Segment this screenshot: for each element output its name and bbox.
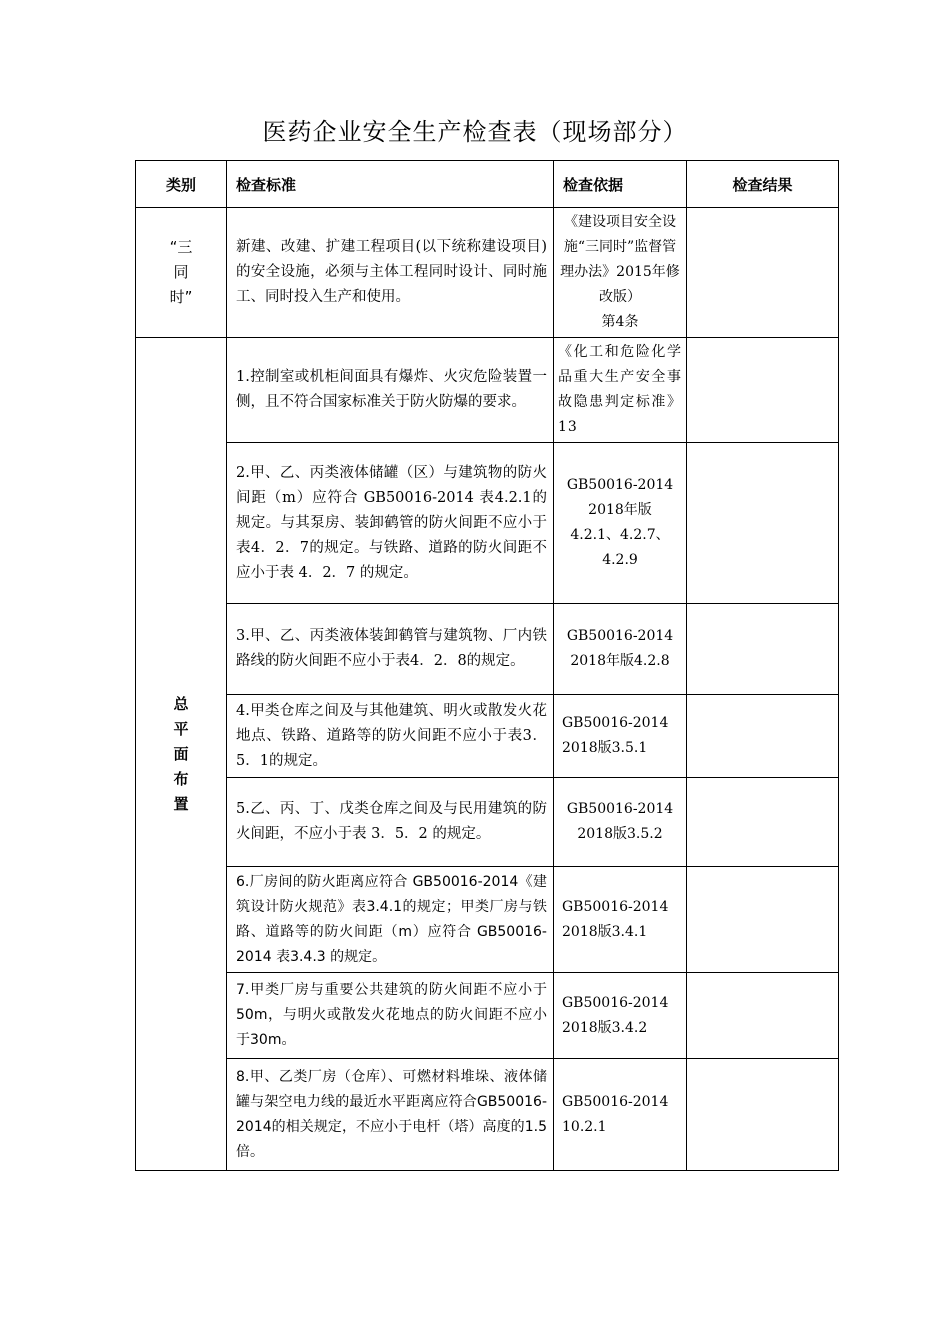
category-label: “三 同 时” — [169, 238, 193, 306]
category-cell — [136, 208, 227, 338]
table-row — [136, 604, 839, 695]
basis-cell: GB50016-2014 2018版3.4.1 — [554, 867, 687, 973]
basis-cell: 《化工和危险化学品重大生产安全事故隐患判定标准》13 — [554, 338, 687, 443]
result-cell[interactable] — [687, 604, 839, 695]
basis-cell: GB50016-2014 2018版3.5.2 — [554, 778, 687, 867]
result-cell[interactable] — [687, 443, 839, 604]
standard-cell: 5.乙、丙、丁、戊类仓库之间及与民用建筑的防火间距，不应小于表 3．5．2 的规定。 — [227, 778, 554, 867]
result-cell[interactable] — [687, 208, 839, 338]
table-header-row — [136, 161, 839, 208]
standard-cell: 7.甲类厂房与重要公共建筑的防火间距不应小于 50m，与明火或散发火花地点的防火间距不应小于30m。 — [227, 973, 554, 1059]
result-cell[interactable] — [687, 338, 839, 443]
table-row — [136, 973, 839, 1059]
standard-cell: 1.控制室或机柜间面具有爆炸、火灾危险装置一侧，且不符合国家标准关于防火防爆的要求。 — [227, 338, 554, 443]
standard-cell: 2.甲、乙、丙类液体储罐（区）与建筑物的防火间距（m）应符合 GB50016-2014 表4.2.1的规定。与其泵房、装卸鹤管的防火间距不应小于表4．2．7的规定。与铁路、道路的防火间距不应小于表 4．2．7 的规定。 — [227, 443, 554, 604]
category-cell — [136, 338, 227, 1171]
header-basis: 检查依据 — [554, 161, 687, 208]
standard-cell: 4.甲类仓库之间及与其他建筑、明火或散发火花地点、铁路、道路等的防火间距不应小于表3．5．1的规定。 — [227, 695, 554, 778]
inspection-table — [135, 160, 839, 1171]
basis-cell: GB50016-2014 2018版3.5.1 — [554, 695, 687, 778]
result-cell[interactable] — [687, 973, 839, 1059]
result-cell[interactable] — [687, 1059, 839, 1171]
basis-cell: GB50016-2014 10.2.1 — [554, 1059, 687, 1171]
standard-cell: 新建、改建、扩建工程项目(以下统称建设项目)的安全设施，必须与主体工程同时设计、同时施工、同时投入生产和使用。 — [227, 208, 554, 338]
page-title: 医药企业安全生产检查表（现场部分） — [262, 118, 688, 146]
basis-cell: GB50016-2014 2018版3.4.2 — [554, 973, 687, 1059]
basis-cell: GB50016-2014 2018年版4.2.8 — [554, 604, 687, 695]
standard-cell: 6.厂房间的防火距离应符合 GB50016-2014《建筑设计防火规范》表3.4.1的规定；甲类厂房与铁路、道路等的防火间距（m）应符合 GB50016-2014 表3.4.3 的规定。 — [227, 867, 554, 973]
result-cell[interactable] — [687, 778, 839, 867]
table-row — [136, 778, 839, 867]
standard-cell: 8.甲、乙类厂房（仓库）、可燃材料堆垛、液体储罐与架空电力线的最近水平距离应符合GB50016-2014的相关规定，不应小于电杆（塔）高度的1.5倍。 — [227, 1059, 554, 1171]
basis-cell: 《建设项目安全设施“三同时”监督管理办法》2015年修改版） 第4条 — [554, 208, 687, 338]
table-row — [136, 338, 839, 443]
basis-cell: GB50016-2014 2018年版 4.2.1、4.2.7、 4.2.9 — [554, 443, 687, 604]
category-label: 总 平 面 布 置 — [173, 694, 189, 813]
header-standard: 检查标准 — [227, 161, 554, 208]
table-row — [136, 208, 839, 338]
result-cell[interactable] — [687, 867, 839, 973]
table-row — [136, 867, 839, 973]
standard-cell: 3.甲、乙、丙类液体装卸鹤管与建筑物、厂内铁路线的防火间距不应小于表4．2．8的规定。 — [227, 604, 554, 695]
table-row — [136, 443, 839, 604]
table-row — [136, 1059, 839, 1171]
header-category: 类别 — [136, 161, 227, 208]
header-result: 检查结果 — [687, 161, 839, 208]
table-row — [136, 695, 839, 778]
result-cell[interactable] — [687, 695, 839, 778]
